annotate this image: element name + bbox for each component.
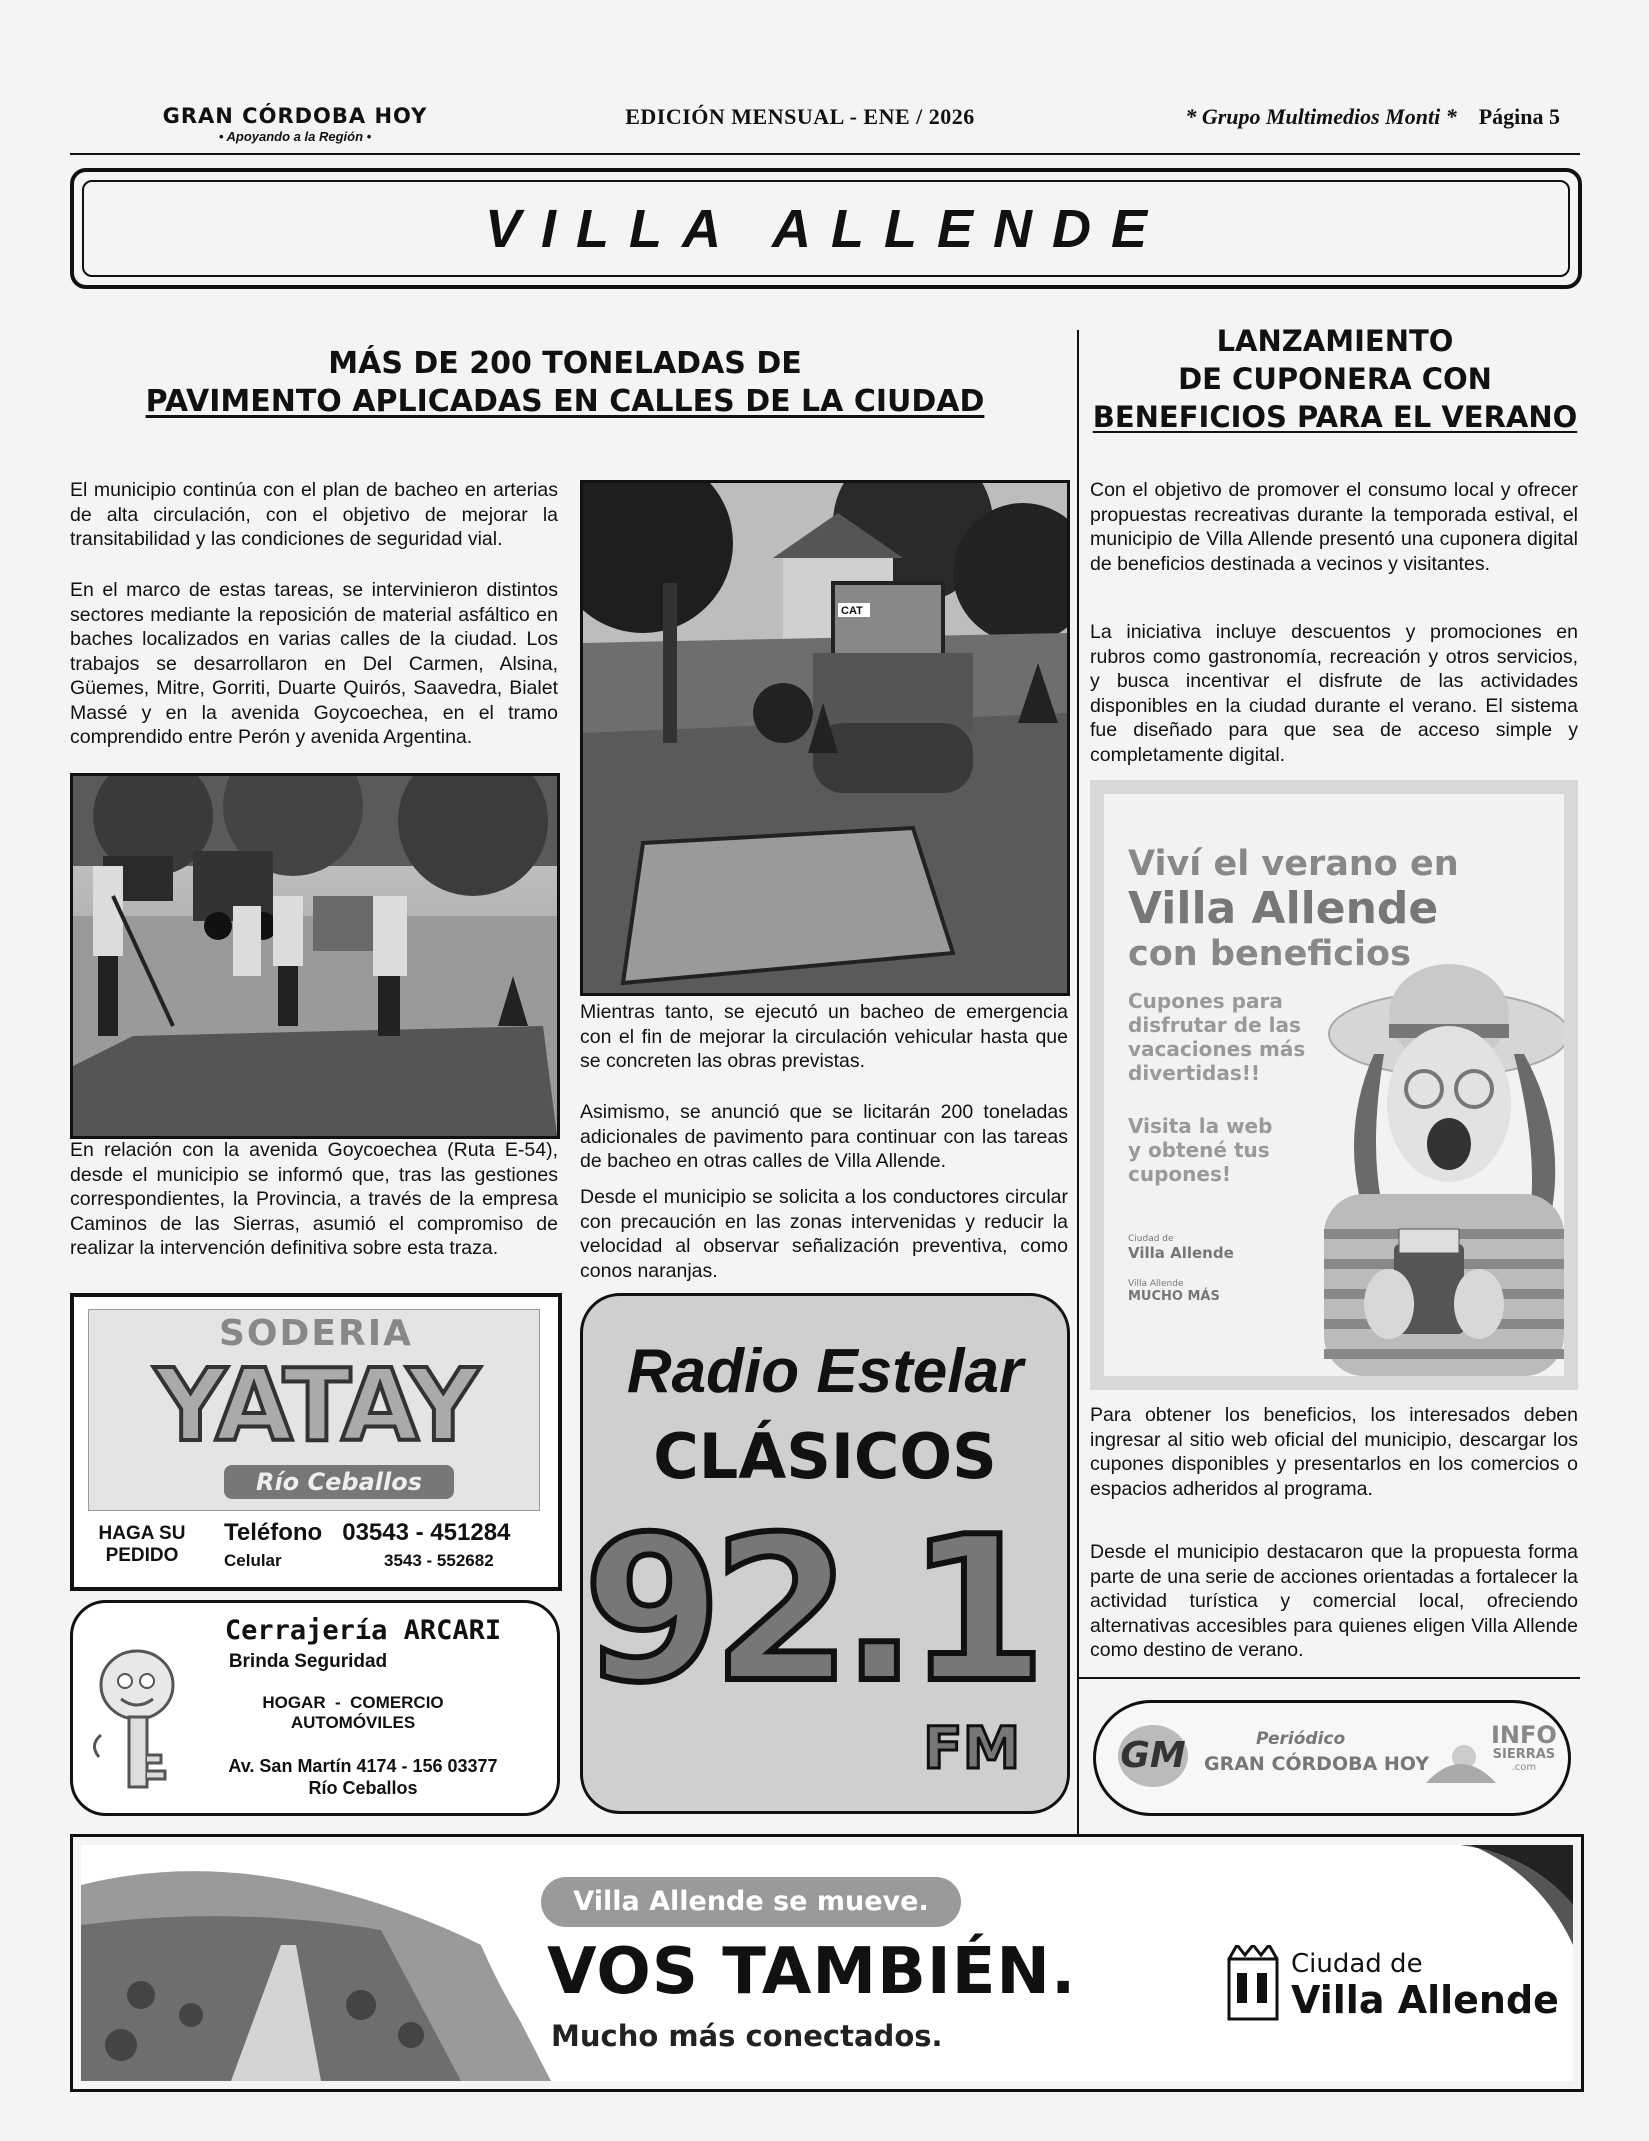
article1-headline-line2: PAVIMENTO APLICADAS EN CALLES DE LA CIUDAD	[145, 384, 985, 419]
promo-sub4: divertidas!!	[1128, 1061, 1261, 1085]
brand-tagline: • Apoyando a la Región •	[218, 129, 372, 144]
promo-logo1-big: Villa Allende	[1128, 1244, 1234, 1262]
banner-logo-big: Villa Allende	[1291, 1978, 1559, 2022]
periodico-name: GRAN CÓRDOBA HOY	[1204, 1753, 1430, 1775]
soderia-cell-label: Celular	[224, 1551, 282, 1570]
promo-visit1: Visita la web	[1128, 1114, 1273, 1138]
banner-logo-small: Ciudad de	[1291, 1949, 1423, 1979]
banner-subline: Mucho más conectados.	[551, 2019, 943, 2053]
article1-paragraph-2: En el marco de estas tareas, se intervinieron distintos sectores mediante la reposición de material asfáltico en baches localizados en varias calles de la ciudad. Los trabajos se desarrollaron en Del Carmen, Alsina, Güemes, Mitre, Gorriti, Duarte Quirós, Saavedra, Bialet Massé y en la avenida Goycoechea, en el tramo comprendido entre Perón y avenida Argentina.	[70, 579, 558, 748]
promo-line2: Villa Allende	[1128, 883, 1439, 934]
ad-periodico-gran-cordoba-hoy	[1093, 1700, 1571, 1816]
cerrajeria-services2: AUTOMÓVILES	[290, 1713, 416, 1732]
article1-headline	[70, 345, 1060, 421]
page-number: 5	[1549, 104, 1560, 129]
cerrajeria-city: Río Ceballos	[308, 1778, 418, 1798]
promo-logo2-big: MUCHO MÁS	[1128, 1289, 1220, 1304]
group-name: * Grupo Multimedios Monti *	[1185, 104, 1457, 129]
soderia-place: Río Ceballos	[224, 1465, 454, 1499]
article1-paragraph-4: Mientras tanto, se ejecutó un bacheo de emergencia con el fin de mejorar la circulación vehicular hasta que se concreten las obras previstas.	[580, 1001, 1068, 1072]
article2-paragraph-2: La iniciativa incluye descuentos y promociones en rubros como gastronomía, recreación y otros servicios, y busca incentivar el disfrute de las actividades disponibles en la ciudad durante el verano. El sistema fue diseñado para que sea de acceso simple y completamente digital.	[1090, 621, 1578, 766]
promo-logo1-small: Ciudad de	[1128, 1234, 1174, 1244]
article2-headline-line3: BENEFICIOS PARA EL VERANO	[1092, 400, 1578, 434]
article2-paragraph-3: Para obtener los beneficios, los interesados deben ingresar al sitio web oficial del municipio, descargar los cupones disponibles y presentarlos en los comercios o espacios adheridos al programa.	[1090, 1404, 1578, 1500]
promo-visit3: cupones!	[1128, 1162, 1231, 1186]
city-crest-icon	[1223, 1945, 1283, 2029]
article2-paragraph-1: Con el objetivo de promover el consumo local y ofrecer propuestas recreativas durante la temporada estival, el municipio de Villa Allende presentó una cuponera digital de beneficios destinada a vecinos y visitantes.	[1090, 479, 1578, 575]
article1-paragraph-1: El municipio continúa con el plan de bacheo en arterias de alta circulación, con el objetivo de mejorar la transitabilidad y las condiciones de seguridad vial.	[70, 479, 558, 550]
promo-sub3: vacaciones más	[1128, 1037, 1306, 1061]
periodico-partner3: .com	[1511, 1762, 1537, 1773]
promo-logo-muchomas	[1128, 1279, 1220, 1304]
woman-with-hat-illustration	[1274, 944, 1564, 1376]
article2-headline	[1090, 322, 1580, 436]
promo-logo-ciudad	[1128, 1234, 1234, 1262]
promo-line3: con beneficios	[1128, 934, 1411, 974]
soderia-title: SODERIA	[219, 1313, 413, 1354]
cerrajeria-services1: HOGAR - COMERCIO	[262, 1693, 444, 1712]
article1-headline-line1: MÁS DE 200 TONELADAS DE	[328, 346, 802, 381]
header-rule	[70, 153, 1580, 155]
cerrajeria-tagline: Brinda Seguridad	[228, 1651, 388, 1672]
brand-name: GRAN CÓRDOBA HOY	[162, 104, 428, 128]
ad-cerrajeria-arcari	[70, 1600, 560, 1816]
section-title: VILLA ALLENDE	[485, 199, 1167, 259]
soderia-order	[92, 1523, 192, 1567]
soderia-order-line1: HAGA SU	[98, 1523, 186, 1544]
radio-band: FM	[923, 1714, 1021, 1782]
article1-paragraph-6: Desde el municipio se solicita a los conductores circular con precaución en las zonas intervenidas y reducir la velocidad al observar señalización preventiva, como conos naranjas.	[580, 1186, 1068, 1282]
photo-road-roller	[580, 480, 1070, 996]
banner-pill: Villa Allende se mueve.	[541, 1877, 961, 1927]
article2-headline-line2: DE CUPONERA CON	[1178, 362, 1492, 396]
periodico-label: Periódico	[1256, 1729, 1346, 1749]
promo-line1: Viví el verano en	[1128, 844, 1459, 884]
radio-name: Radio Estelar	[626, 1337, 1024, 1406]
masthead-brand	[150, 104, 440, 144]
periodico-partner2: SIERRAS	[1492, 1747, 1556, 1762]
ad-soderia-yatay	[70, 1293, 562, 1591]
promo-cuponera	[1090, 780, 1578, 1390]
ad-radio-estelar	[580, 1293, 1070, 1814]
article1-paragraph-5: Asimismo, se anunció que se licitarán 200 toneladas adicionales de pavimento para continuar con las tareas de bacheo en otras calles de Villa Allende.	[580, 1101, 1068, 1172]
periodico-initials: GM	[1118, 1725, 1188, 1787]
soderia-brand: YATAY	[154, 1347, 478, 1464]
soderia-order-line2: PEDIDO	[105, 1545, 179, 1566]
cerrajeria-address: Av. San Martín 4174 - 156 03377	[228, 1756, 498, 1776]
radio-genre: CLÁSICOS	[653, 1420, 997, 1493]
article2-headline-line1: LANZAMIENTO	[1216, 324, 1454, 358]
page-label: Página	[1478, 104, 1544, 129]
cerrajeria-title: Cerrajería ARCARI	[224, 1615, 502, 1646]
column-divider	[1077, 330, 1079, 1835]
sun-mountain-icon	[1426, 1735, 1496, 1785]
soderia-cell: 3543 - 552682	[384, 1551, 494, 1570]
edition-label: EDICIÓN MENSUAL - ENE / 2026	[625, 104, 975, 129]
soderia-phone-label: Teléfono	[224, 1519, 323, 1546]
roller-brand: CAT	[841, 605, 863, 617]
banner-villa-allende-se-mueve	[70, 1834, 1584, 2092]
soderia-phone: 03543 - 451284	[342, 1519, 511, 1546]
rule-above-periodico	[1077, 1677, 1580, 1679]
radio-frequency: 92.1	[583, 1494, 1037, 1727]
article1-paragraph-3: En relación con la avenida Goycoechea (Ruta E-54), desde el municipio se informó que, tras las gestiones correspondientes, la Provincia, a través de la empresa Caminos de las Sierras, asumió el compromiso de realizar la intervención definitiva sobre esta traza.	[70, 1139, 558, 1259]
periodico-partner1: INFO	[1491, 1721, 1557, 1749]
promo-sub2: disfrutar de las	[1128, 1013, 1301, 1037]
banner-headline: VOS TAMBIÉN.	[547, 1935, 1077, 2009]
promo-visit2: y obtené tus	[1128, 1138, 1270, 1162]
promo-sub1: Cupones para	[1128, 989, 1283, 1013]
banner-logo	[1291, 1949, 1559, 2021]
article2-paragraph-4: Desde el municipio destacaron que la propuesta forma parte de una serie de acciones orientadas a fortalecer la actividad turística y comercial local, ofreciendo alternativas accesibles para quienes eligen Villa Allende como destino de verano.	[1090, 1541, 1578, 1661]
photo-road-workers	[70, 773, 560, 1139]
group-and-page	[1100, 104, 1560, 130]
promo-logo2-small: Villa Allende	[1128, 1279, 1184, 1289]
